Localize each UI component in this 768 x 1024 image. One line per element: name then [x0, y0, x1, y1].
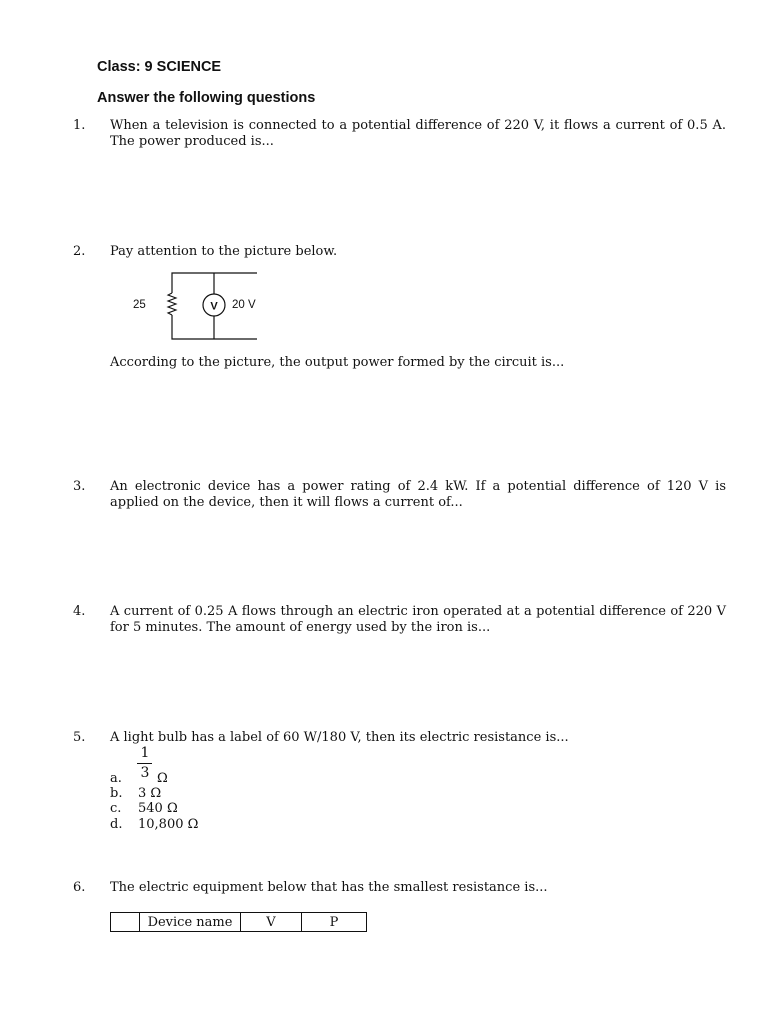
option-d-text: 10,800 Ω [138, 817, 199, 832]
option-d-letter: d. [110, 817, 123, 832]
circuit-diagram [125, 264, 275, 348]
option-a-denominator: 3 [140, 765, 150, 781]
table-header-row [111, 913, 367, 932]
question-number-5: 5. [73, 730, 86, 745]
device-table [110, 912, 367, 932]
voltmeter-symbol: V [210, 300, 218, 313]
class-title: Class: 9 SCIENCE [97, 59, 222, 75]
question-number-2: 2. [73, 244, 86, 259]
option-b-text: 3 Ω [138, 786, 162, 801]
question-text-3: An electronic device has a power rating of 2.4 kW. If a potential difference of 120 V is applied on the device, then it will flows a current of... [110, 479, 726, 510]
question-number-4: 4. [73, 604, 86, 619]
resistor-label: 25 [133, 299, 146, 311]
question-intro-2: Pay attention to the picture below. [110, 244, 338, 259]
table-header-blank [111, 913, 140, 932]
question-text-2: According to the picture, the output power formed by the circuit is... [110, 355, 565, 370]
question-text-5: A light bulb has a label of 60 W/180 V, then its electric resistance is... [110, 730, 569, 745]
question-number-3: 3. [73, 479, 86, 494]
question-number-1: 1. [73, 118, 86, 133]
question-text-4: A current of 0.25 A flows through an electric iron operated at a potential difference of 220 V for 5 minutes. The amount of energy used by the iron is... [110, 604, 726, 635]
voltage-label: 20 V [232, 299, 256, 311]
question-number-6: 6. [73, 880, 86, 895]
option-a-letter: a. [110, 771, 122, 786]
option-a-numerator: 1 [140, 745, 150, 761]
resistor-symbol [168, 293, 176, 315]
circuit-svg [125, 264, 275, 348]
option-a-unit: Ω [157, 771, 168, 786]
question-text-6: The electric equipment below that has the smallest resistance is... [110, 880, 548, 895]
fraction-bar [137, 763, 152, 764]
instruction-heading: Answer the following questions [97, 90, 316, 106]
question-text-1: When a television is connected to a potential difference of 220 V, it flows a current of 0.5 A. The power produced is... [110, 118, 726, 149]
table-header-device-name: Device name [140, 913, 241, 932]
table-header-power: P [302, 913, 367, 932]
option-b-letter: b. [110, 786, 123, 801]
table-header-voltage: V [241, 913, 302, 932]
option-c-letter: c. [110, 801, 122, 816]
option-c-text: 540 Ω [138, 801, 178, 816]
